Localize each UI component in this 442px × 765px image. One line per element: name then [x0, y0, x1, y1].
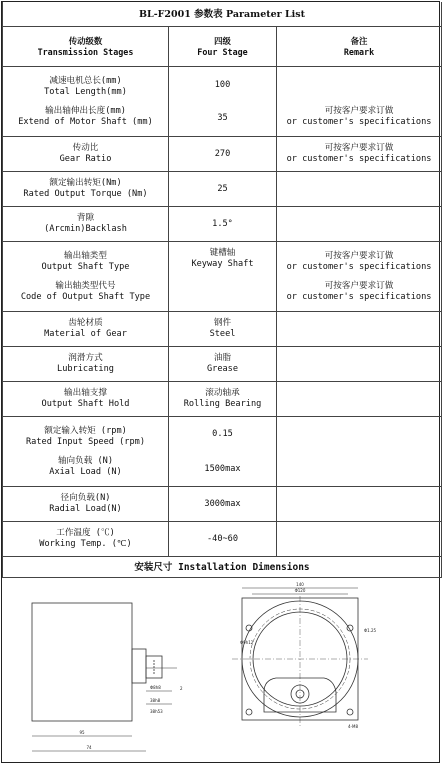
- material-en: Material of Gear: [44, 329, 127, 339]
- header-four-stage: [169, 27, 277, 67]
- gear-ratio-remark-cn: 可按客户要求订做: [324, 143, 394, 153]
- temp-cn: 工作温度 (℃): [56, 528, 115, 538]
- radial-en: Radial Load(N): [49, 504, 122, 514]
- radial-cn: 径向负载(N): [60, 493, 111, 503]
- shaft-type-en: Output Shaft Type: [41, 261, 130, 272]
- shaft-type-remark-en: or customer's specifications: [286, 261, 432, 272]
- row-length-value: [169, 67, 277, 137]
- row-shaft-hold-remark: [277, 382, 442, 417]
- header-four-en: Four Stage: [197, 46, 248, 57]
- row-gear-ratio-value: 270: [169, 137, 277, 172]
- parameter-table: [2, 2, 442, 578]
- row-gear-ratio-remark: [277, 137, 442, 172]
- sheet-title: BL-F2001 参数表 Parameter List: [3, 2, 442, 27]
- install-title: 安装尺寸 Installation Dimensions: [3, 557, 442, 578]
- side-view: [32, 603, 177, 751]
- shaft-hold-value-en: Rolling Bearing: [183, 399, 262, 409]
- speed-en: Rated Input Speed (rpm): [26, 436, 145, 447]
- gear-ratio-remark-en: or customer's specifications: [286, 154, 432, 164]
- header-remark: [277, 27, 442, 67]
- shaft-extend-remark-cn: 可按客户要求订做: [324, 105, 394, 116]
- row-material-label: [3, 312, 169, 347]
- row-temp-remark: [277, 522, 442, 557]
- row-radial-remark: [277, 487, 442, 522]
- total-length-en: Total Length(mm): [44, 86, 127, 97]
- gear-ratio-en: Gear Ratio: [59, 154, 112, 164]
- row-gear-ratio-label: [3, 137, 169, 172]
- header-stages-en: Transmission Stages: [37, 46, 134, 57]
- header-remark-en: Remark: [343, 46, 375, 57]
- row-backlash-remark: [277, 207, 442, 242]
- shaft-code-en: Code of Output Shaft Type: [20, 291, 151, 302]
- shaft-type-value-cn: 键槽轴: [209, 248, 236, 258]
- dim-shaft-d3: 38h53: [150, 709, 163, 714]
- backlash-en: (Arcmin)Backlash: [44, 224, 127, 234]
- shaft-hold-cn: 输出轴支撑: [64, 388, 107, 398]
- side-flange: [132, 649, 146, 683]
- shaft-code-cn: 输出轴类型代号: [55, 280, 116, 291]
- shaft-type-cn: 输出轴类型: [64, 250, 107, 261]
- row-material-value: [169, 312, 277, 347]
- dim-total: 74: [86, 745, 92, 750]
- torque-cn: 额定输出转矩(Nm): [49, 178, 122, 188]
- backlash-cn: 背隙: [76, 213, 95, 223]
- shaft-hold-en: Output Shaft Hold: [41, 399, 130, 409]
- torque-en: Rated Output Torque (Nm): [23, 189, 148, 199]
- row-shaft-hold-value: [169, 382, 277, 417]
- header-stages-cn: 传动级数: [68, 35, 103, 46]
- row-shaft-type-remark: [277, 242, 442, 312]
- mount-hole-br: [347, 709, 353, 715]
- row-speed-load-value: [169, 417, 277, 487]
- speed-cn: 额定输入转矩 (rpm): [44, 425, 127, 436]
- shaft-type-remark-cn: 可按客户要求订做: [324, 250, 394, 261]
- header-stages: [3, 27, 169, 67]
- dim-holes: 4-M8: [348, 724, 358, 729]
- row-radial-value: 3000max: [169, 487, 277, 522]
- row-temp-label: [3, 522, 169, 557]
- dim-side-length: 95: [79, 730, 85, 735]
- row-torque-label: [3, 172, 169, 207]
- row-backlash-value: 1.5°: [169, 207, 277, 242]
- speed-value: 0.15: [212, 428, 233, 439]
- shaft-hold-value-cn: 滚动轴承: [205, 388, 240, 398]
- axial-cn: 轴向负载 (N): [57, 455, 114, 466]
- shaft-extend-value: 35: [217, 112, 228, 123]
- shaft-extend-remark-en: or customer's specifications: [286, 116, 432, 127]
- total-length-cn: 减速电机总长(mm): [49, 75, 122, 86]
- shaft-extend-cn: 输出轴伸出长度(mm): [45, 105, 126, 116]
- mount-hole-bl: [246, 709, 252, 715]
- row-temp-value: -40~60: [169, 522, 277, 557]
- lubricating-en: Lubricating: [57, 364, 114, 374]
- material-value-en: Steel: [209, 329, 236, 339]
- material-cn: 齿轮材质: [68, 318, 103, 328]
- row-shaft-hold-label: [3, 382, 169, 417]
- dim-shaft-d2: 38h8: [150, 698, 161, 703]
- row-radial-label: [3, 487, 169, 522]
- row-length-remark: [277, 67, 442, 137]
- axial-en: Axial Load (N): [49, 466, 122, 477]
- side-body: [32, 603, 132, 721]
- dim-key: 2: [180, 686, 183, 691]
- row-shaft-type-value: [169, 242, 277, 312]
- row-lubricating-label: [3, 347, 169, 382]
- dim-bolt-circle: Φ1.25: [364, 628, 377, 633]
- front-view: [232, 588, 368, 726]
- total-length-value: 100: [214, 79, 231, 90]
- row-speed-load-remark: [277, 417, 442, 487]
- gear-ratio-cn: 传动比: [72, 143, 99, 153]
- row-lubricating-value: [169, 347, 277, 382]
- dim-front-width: 140: [296, 582, 304, 587]
- dim-shaft-d1: Φ8h8: [150, 685, 161, 690]
- axial-value: 1500max: [204, 463, 241, 474]
- dim-front-inner: Φ120: [294, 588, 306, 593]
- dim-bore: Φ9h12: [240, 640, 254, 645]
- parameter-sheet: [1, 1, 440, 763]
- shaft-code-remark-en: or customer's specifications: [286, 291, 432, 302]
- header-remark-cn: 备注: [350, 35, 368, 46]
- row-length-label: [3, 67, 169, 137]
- shaft-code-remark-cn: 可按客户要求订做: [324, 280, 394, 291]
- installation-drawing: [2, 576, 441, 762]
- lubricating-cn: 润滑方式: [68, 353, 103, 363]
- row-shaft-type-label: [3, 242, 169, 312]
- shaft-extend-en: Extend of Motor Shaft (mm): [18, 116, 153, 127]
- shaft-type-value-en: Keyway Shaft: [191, 259, 254, 269]
- lubricating-value-cn: 油脂: [213, 353, 232, 363]
- row-lubricating-remark: [277, 347, 442, 382]
- row-material-remark: [277, 312, 442, 347]
- temp-en: Working Temp. (℃): [39, 539, 132, 549]
- header-four-cn: 四级: [214, 35, 231, 46]
- row-backlash-label: [3, 207, 169, 242]
- row-torque-value: 25: [169, 172, 277, 207]
- lubricating-value-en: Grease: [206, 364, 239, 374]
- material-value-cn: 钢件: [213, 318, 232, 328]
- row-torque-remark: [277, 172, 442, 207]
- row-speed-load-label: [3, 417, 169, 487]
